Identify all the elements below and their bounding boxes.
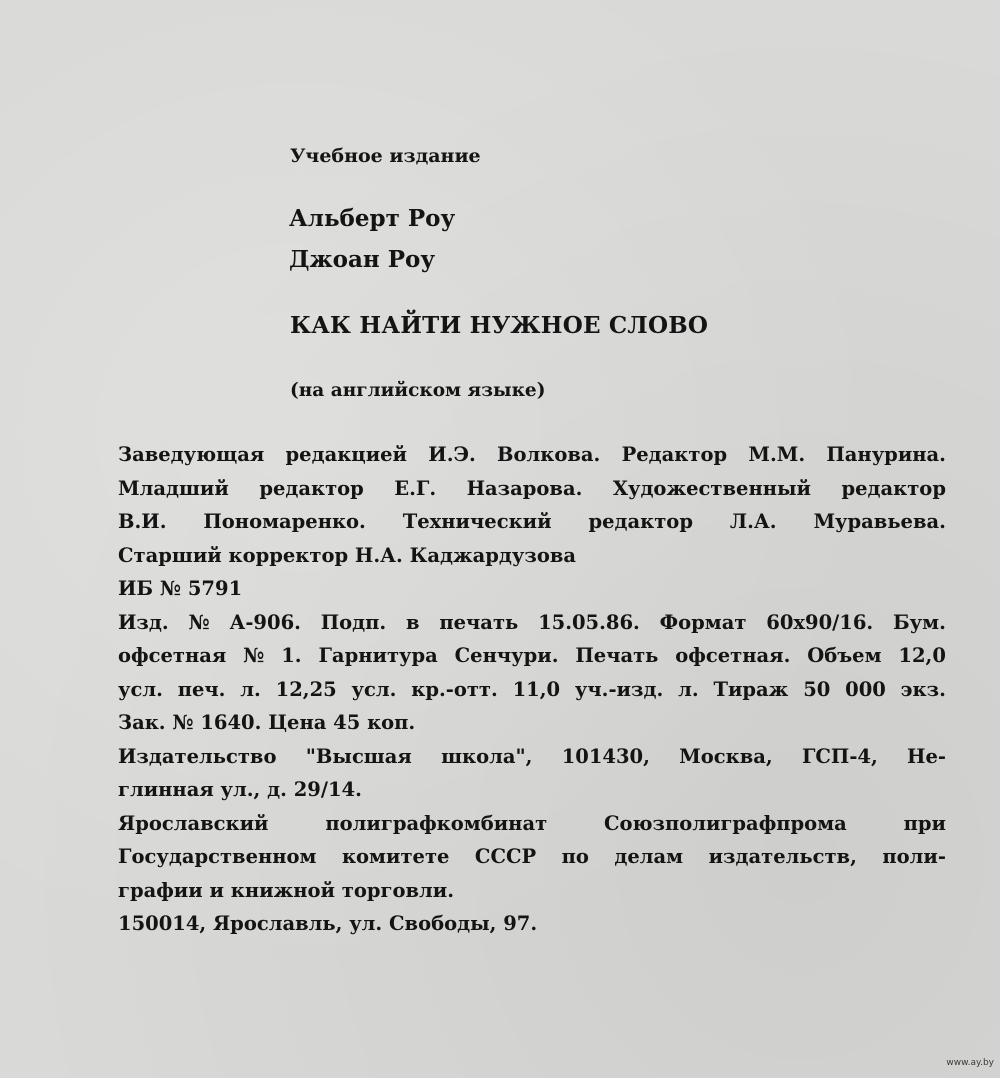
imprint-word: издательств,: [708, 845, 857, 868]
imprint-word: 101430,: [561, 744, 650, 768]
imprint-word: Художественный: [612, 476, 812, 500]
imprint-word: л.: [240, 677, 261, 701]
imprint-word: экз.: [900, 677, 946, 701]
imprint-line: [118, 606, 946, 640]
imprint-word: поли-: [882, 845, 946, 868]
imprint-word: л.: [678, 677, 699, 701]
imprint-word: Редактор: [621, 443, 728, 466]
imprint-word: 50: [803, 677, 831, 701]
imprint-word: редакцией: [285, 443, 408, 466]
imprint-word: делам: [614, 845, 684, 868]
imprint-word: Государственном: [118, 845, 317, 868]
imprint-word: при: [903, 811, 946, 835]
imprint-word: кр.-отт.: [411, 677, 498, 701]
imprint-line: [118, 740, 946, 774]
imprint-word: Технический: [402, 510, 552, 533]
imprint-word: Е.Г.: [394, 476, 437, 500]
imprint-line: [118, 840, 946, 874]
imprint-word: Тираж: [713, 677, 789, 701]
imprint-word: 60x90/16.: [766, 610, 874, 634]
imprint-word: Подп.: [320, 610, 387, 634]
imprint-word: Назарова.: [466, 476, 583, 500]
imprint-word: Заведующая: [118, 443, 265, 466]
imprint-line: [118, 673, 946, 707]
imprint-line: [118, 438, 946, 472]
book-subtitle: (на английском языке): [290, 380, 546, 401]
imprint-word: Панурина.: [826, 443, 946, 466]
imprint-word: Издательство: [118, 744, 277, 768]
imprint-word: 000: [845, 677, 886, 701]
imprint-line: [118, 807, 946, 841]
imprint-word: печ.: [177, 677, 226, 701]
imprint-word: Сенчури.: [454, 644, 559, 667]
imprint-word: уч.-изд.: [574, 677, 664, 701]
imprint-word: в: [406, 610, 420, 634]
imprint-word: №: [188, 610, 210, 634]
imprint-line: Зак. № 1640. Цена 45 коп.: [118, 711, 416, 734]
imprint-word: печать: [439, 610, 519, 634]
imprint-line: глинная ул., д. 29/14.: [118, 778, 362, 801]
imprint-line: [118, 505, 946, 539]
imprint-word: Москва,: [679, 744, 773, 768]
imprint-word: офсетная: [118, 644, 227, 667]
imprint-word: Л.А.: [729, 510, 777, 533]
imprint-word: редактор: [588, 510, 693, 533]
site-watermark: www.ay.by: [946, 1058, 994, 1068]
imprint-word: по: [561, 845, 589, 868]
imprint-word: И.Э.: [428, 443, 476, 466]
imprint-word: Гарнитура: [318, 644, 438, 667]
imprint-word: В.И.: [118, 510, 167, 533]
imprint-word: М.М.: [748, 443, 806, 466]
book-title: КАК НАЙТИ НУЖНОЕ СЛОВО: [290, 312, 709, 339]
imprint-word: редактор: [841, 476, 946, 500]
author-2: Джоан Роу: [289, 246, 436, 273]
imprint-word: 1.: [281, 644, 302, 667]
imprint-word: Пономаренко.: [203, 510, 366, 533]
imprint-word: Объем: [807, 644, 882, 667]
imprint-block: [118, 438, 946, 941]
edition-type: Учебное издание: [290, 145, 481, 167]
imprint-word: Ярославский: [118, 811, 269, 835]
imprint-word: ГСП-4,: [801, 744, 878, 768]
imprint-word: полиграфкомбинат: [325, 811, 548, 835]
imprint-word: 15.05.86.: [538, 610, 640, 634]
imprint-line: 150014, Ярославль, ул. Свободы, 97.: [118, 912, 538, 935]
imprint-line: [118, 472, 946, 506]
imprint-word: Не-: [907, 744, 946, 768]
imprint-word: СССР: [474, 845, 537, 868]
imprint-line: графии и книжной торговли.: [118, 878, 455, 902]
imprint-word: усл.: [118, 677, 163, 701]
imprint-word: редактор: [259, 476, 364, 500]
imprint-word: 12,25: [275, 677, 337, 701]
imprint-word: Муравьева.: [813, 510, 946, 533]
imprint-word: 11,0: [512, 677, 561, 701]
imprint-word: Младший: [118, 476, 229, 500]
imprint-word: усл.: [351, 677, 397, 701]
imprint-line: ИБ № 5791: [118, 577, 243, 600]
imprint-word: Союзполиграфпрома: [604, 811, 847, 835]
imprint-line: [118, 639, 946, 673]
imprint-word: комитете: [341, 845, 450, 868]
imprint-line: Старший корректор Н.А. Каджардузова: [118, 543, 577, 567]
imprint-word: Печать: [575, 644, 659, 667]
imprint-word: офсетная.: [675, 644, 791, 667]
imprint-word: №: [243, 644, 265, 667]
imprint-word: Формат: [659, 610, 747, 634]
imprint-word: "Высшая: [305, 744, 412, 768]
show-through-left: [0, 0, 270, 34]
imprint-word: А-906.: [229, 610, 301, 634]
imprint-word: Изд.: [118, 610, 169, 634]
imprint-word: школа",: [441, 744, 533, 768]
imprint-word: Бум.: [893, 610, 946, 634]
imprint-word: Волкова.: [497, 443, 601, 466]
author-1: Альберт Роу: [289, 205, 456, 232]
imprint-word: 12,0: [898, 644, 946, 667]
